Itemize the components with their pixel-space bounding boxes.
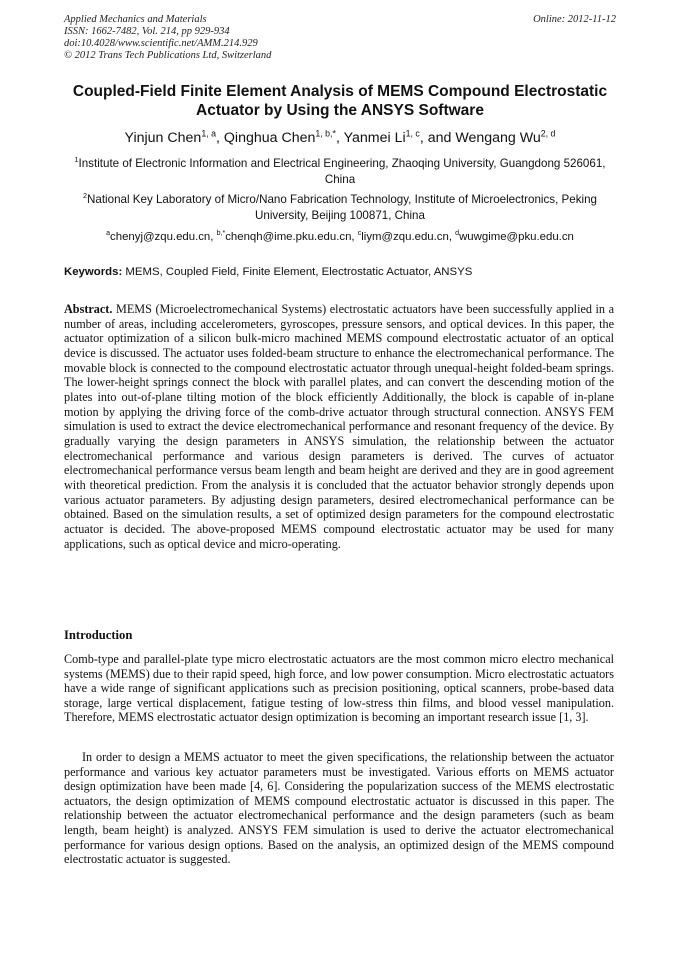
introduction-heading: Introduction <box>64 628 133 642</box>
email-superscript: c <box>357 230 362 238</box>
author-superscript: 1, c <box>405 128 420 139</box>
paper-title: Coupled-Field Finite Element Analysis of MEMS Compound Electrostatic Actuator by Using the ANSYS Software <box>72 83 608 119</box>
doi-line: doi:10.4028/www.scientific.net/AMM.214.929 <box>64 38 258 49</box>
email-superscript: d <box>455 230 460 238</box>
author-separator: , <box>335 130 344 146</box>
author-superscript: 1, b,* <box>315 128 336 139</box>
online-date: Online: 2012-11-12 <box>533 14 616 25</box>
author-name: Yinjun Chen <box>124 130 202 146</box>
email-link[interactable]: wuwgime@pku.edu.cn <box>459 231 574 243</box>
email-superscript: a <box>106 230 111 238</box>
affiliation-superscript: 2 <box>83 191 88 201</box>
copyright-line: © 2012 Trans Tech Publications Ltd, Switzerland <box>64 50 272 61</box>
email-link[interactable]: chenyj@zqu.edu.cn, <box>110 231 217 243</box>
author-superscript: 2, d <box>540 128 556 139</box>
abstract-label: Abstract. <box>64 302 113 316</box>
author-separator: , and <box>419 130 456 146</box>
affiliation-2 <box>64 192 616 224</box>
affiliation-1 <box>64 156 616 188</box>
journal-header <box>64 14 616 62</box>
keywords-label: Keywords: <box>64 266 123 278</box>
author-separator: , <box>216 130 224 146</box>
author-superscript: 1, a <box>201 128 216 139</box>
author-name: Yanmei Li <box>343 130 406 146</box>
journal-name: Applied Mechanics and Materials <box>64 14 207 25</box>
introduction-paragraph-2: In order to design a MEMS actuator to meet the given specifications, the relationship between the actuator performance and various key actuator parameters must be investigated. Various efforts on MEMS actuator design optimization have been made [4, 6]. Considering the popularization success of the MEMS electrostatic actuators, the design optimization of MEMS compound electrostatic actuator is discussed in this paper. The relationship between the actuator electromechanical performance and the design parameters (such as beam length, beam height) is analyzed. ANSYS FEM simulation is used to derive the actuator electromechanical performance for various design options. Based on the analysis, an optimized design of the MEMS compound electrostatic actuator is suggested. <box>64 750 614 867</box>
affiliation-superscript: 1 <box>74 155 79 165</box>
author-name: Qinghua Chen <box>223 130 316 146</box>
affiliation-text: Institute of Electronic Information and Electrical Engineering, Zhaoqing University, Guangdong 526061, China <box>78 157 606 186</box>
keywords-line <box>64 265 624 280</box>
introduction-paragraph-1: Comb-type and parallel-plate type micro electrostatic actuators are the most common micro electro mechanical systems (MEMS) due to their rapid speed, high force, and low power consumption. Micro electrostatic actuators have a wide range of significant applications such as precision positioning, optical scanners, probe-based data storage, large vertical displacement, fatigue testing of low-stress thin films, and blood vessel manipulation. Therefore, MEMS electrostatic actuator design optimization is becoming an important research issue [1, 3]. <box>64 652 614 725</box>
affiliation-text: National Key Laboratory of Micro/Nano Fabrication Technology, Institute of Microelectronics, Peking University, Beijing 100871, China <box>87 193 597 222</box>
email-list <box>40 229 640 245</box>
keywords-text: MEMS, Coupled Field, Finite Element, Electrostatic Actuator, ANSYS <box>122 266 473 278</box>
author-list <box>40 129 640 147</box>
abstract-text: MEMS (Microelectromechanical Systems) electrostatic actuators have been successfully applied in a number of areas, including accelerometers, gyroscopes, pressure sensors, and optical devices. In this paper, the actuator optimization of a silicon bulk-micro machined MEMS compound electrostatic actuator of an optical device is discussed. The actuator uses folded-beam structure to enhance the electromechanical performance. The movable block is connected to the compound electrostatic actuator through unequal-height folded-beam springs. The lower-height springs connect the block with parallel plates, and can convert the descending motion of the plates into out-of-plane tilting motion of the block efficiently Additionally, the block is capable of in-plane motion by applying the driving force of the comb-drive actuator through structural connection. ANSYS FEM simulation is used to extract the device electromechanical performance and resonant frequency of the device. By gradually varying the design parameters in ANSYS simulation, the relationship between the actuator electromechanical performance and various design parameters is derived. The curves of actuator electromechanical performance versus beam length and beam height are derived and they are in good agreement with theoretical prediction. From the analysis it is concluded that the actuator behavior strongly depends upon various actuator parameters. By adjusting design parameters, desired electromechanical performance can be obtained. Based on the simulation results, a set of optimized design parameters for the compound electrostatic actuator is decided. The above-proposed MEMS compound electrostatic actuator may be used for many applications, such as optical device and micro-operating. <box>64 302 614 551</box>
email-link[interactable]: liym@zqu.edu.cn, <box>361 231 456 243</box>
abstract-paragraph <box>64 302 614 551</box>
issn-line: ISSN: 1662-7482, Vol. 214, pp 929-934 <box>64 26 230 37</box>
author-name: Wengang Wu <box>455 130 541 146</box>
email-link[interactable]: chenqh@ime.pku.edu.cn, <box>225 231 358 243</box>
email-superscript: b,* <box>216 230 226 238</box>
